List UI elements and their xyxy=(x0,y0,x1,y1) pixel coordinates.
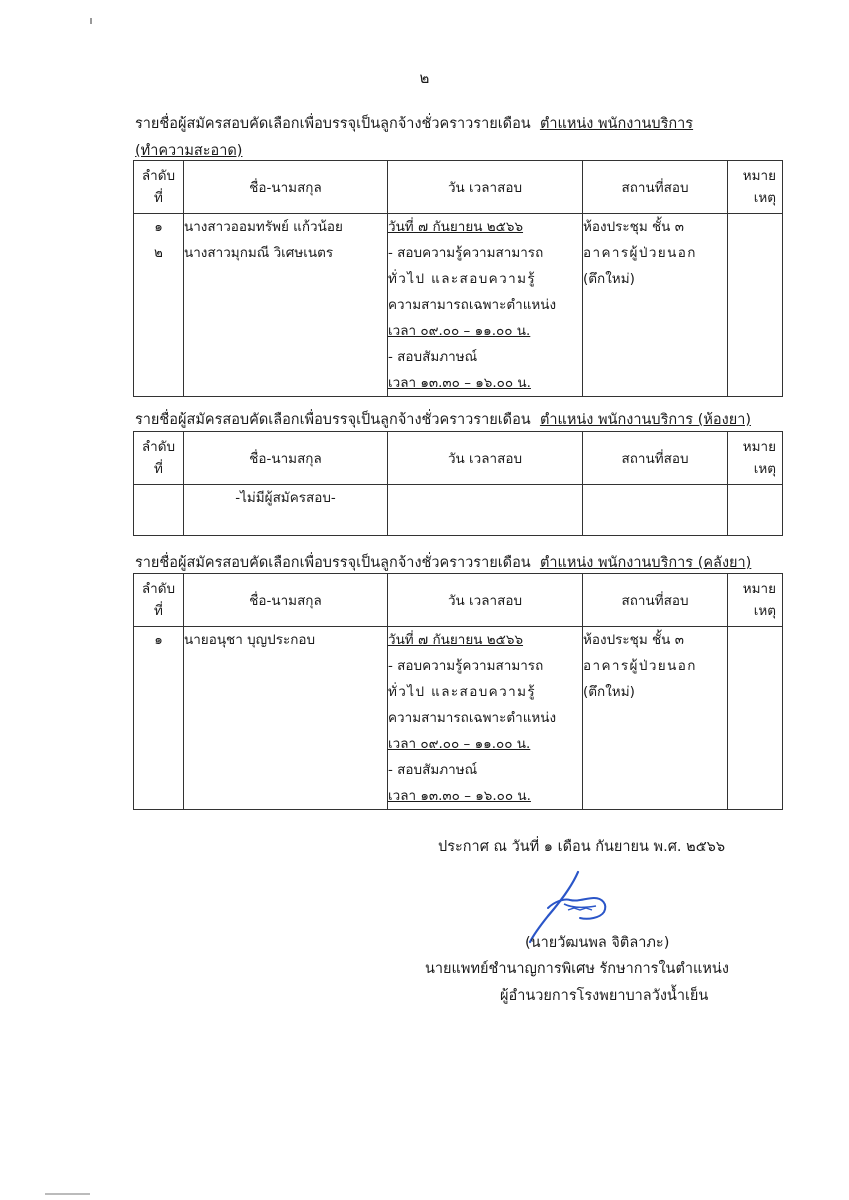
row-number: ๑ xyxy=(154,632,163,648)
venue-cell xyxy=(583,214,728,397)
exam-time: เวลา ๐๙.๐๐ – ๑๑.๐๐ น. xyxy=(388,736,531,752)
row-number: ๒ xyxy=(154,245,163,261)
row-number: ๑ xyxy=(154,219,163,235)
exam-item: - สอบสัมภาษณ์ xyxy=(388,349,478,365)
exam-date: วันที่ ๗ กันยายน ๒๕๖๖ xyxy=(388,632,524,648)
exam-item: ความสามารถเฉพาะตำแหน่ง xyxy=(388,710,557,726)
header-remark: หมาย เหตุ xyxy=(728,574,783,627)
schedule-cell xyxy=(388,627,583,810)
applicant-name: นางสาวออมทรัพย์ แก้วน้อย xyxy=(184,219,343,235)
schedule-cell xyxy=(388,214,583,397)
venue-line: ห้องประชุม ชั้น ๓ xyxy=(583,219,684,235)
scan-mark xyxy=(90,18,92,24)
table-row xyxy=(134,627,783,810)
venue-cell xyxy=(583,627,728,810)
table-row xyxy=(134,214,783,397)
section3-heading-position: ตำแหน่ง พนักงานบริการ (คลังยา) xyxy=(539,555,752,571)
applicant-name: นางสาวมุกมณี วิเศษเนตร xyxy=(184,245,334,261)
remark-cell xyxy=(728,214,783,397)
section3-table xyxy=(133,573,783,810)
header-name: ชื่อ-นามสกุล xyxy=(184,161,388,214)
remark-cell xyxy=(728,627,783,810)
announcement-date: ประกาศ ณ วันที่ ๑ เดือน กันยายน พ.ศ. ๒๕๖๖ xyxy=(438,839,726,855)
exam-item: - สอบความรู้ความสามารถ xyxy=(388,658,544,674)
row-names xyxy=(184,627,388,810)
signer-title: ผู้อำนวยการโรงพยาบาลวังน้ำเย็น xyxy=(500,988,709,1004)
header-no: ลำดับ ที่ xyxy=(134,574,184,627)
applicant-name: นายอนุชา บุญประกอบ xyxy=(184,632,316,648)
no-applicants-note: -ไม่มีผู้สมัครสอบ- xyxy=(184,485,388,536)
header-datetime: วัน เวลาสอบ xyxy=(388,161,583,214)
scan-mark xyxy=(45,1193,90,1195)
header-no: ลำดับ ที่ xyxy=(134,432,184,485)
header-remark: หมาย เหตุ xyxy=(728,161,783,214)
header-remark: หมาย เหตุ xyxy=(728,432,783,485)
exam-time: เวลา ๑๓.๓๐ – ๑๖.๐๐ น. xyxy=(388,788,531,804)
venue-line: (ตึกใหม่) xyxy=(583,271,635,287)
header-datetime: วัน เวลาสอบ xyxy=(388,432,583,485)
row-numbers xyxy=(134,214,184,397)
header-name: ชื่อ-นามสกุล xyxy=(184,432,388,485)
exam-item: - สอบสัมภาษณ์ xyxy=(388,762,478,778)
section1-table xyxy=(133,160,783,397)
signer-name: (นายวัฒนพล จิติลาภะ) xyxy=(525,935,670,951)
section2-heading-position: ตำแหน่ง พนักงานบริการ (ห้องยา) xyxy=(539,412,751,428)
venue-line: (ตึกใหม่) xyxy=(583,684,635,700)
section1-heading-position: ตำแหน่ง พนักงานบริการ xyxy=(539,116,694,132)
exam-item: - สอบความรู้ความสามารถ xyxy=(388,245,544,261)
header-location: สถานที่สอบ xyxy=(583,161,728,214)
exam-item: ทั่วไป และสอบความรู้ xyxy=(388,271,537,287)
page-number: ๒ xyxy=(419,69,430,87)
section2-heading xyxy=(135,408,751,431)
header-name: ชื่อ-นามสกุล xyxy=(184,574,388,627)
venue-line: ห้องประชุม ชั้น ๓ xyxy=(583,632,684,648)
section2-table xyxy=(133,431,783,536)
header-location: สถานที่สอบ xyxy=(583,432,728,485)
table-header-row xyxy=(134,574,783,627)
table-header-row xyxy=(134,161,783,214)
table-header-row xyxy=(134,432,783,485)
section3-heading xyxy=(135,551,751,574)
section1-heading-lead: รายชื่อผู้สมัครสอบคัดเลือกเพื่อบรรจุเป็นลูกจ้างชั่วคราวรายเดือน xyxy=(135,116,531,132)
venue-line: อาคารผู้ป่วยนอก xyxy=(583,658,697,674)
header-datetime: วัน เวลาสอบ xyxy=(388,574,583,627)
section1-heading xyxy=(135,112,693,135)
venue-line: อาคารผู้ป่วยนอก xyxy=(583,245,697,261)
exam-item: ความสามารถเฉพาะตำแหน่ง xyxy=(388,297,557,313)
row-numbers xyxy=(134,627,184,810)
exam-date: วันที่ ๗ กันยายน ๒๕๖๖ xyxy=(388,219,524,235)
exam-time: เวลา ๐๙.๐๐ – ๑๑.๐๐ น. xyxy=(388,323,531,339)
section3-heading-lead: รายชื่อผู้สมัครสอบคัดเลือกเพื่อบรรจุเป็นลูกจ้างชั่วคราวรายเดือน xyxy=(135,555,531,571)
exam-time: เวลา ๑๓.๓๐ – ๑๖.๐๐ น. xyxy=(388,375,531,391)
signer-title: นายแพทย์ชำนาญการพิเศษ รักษาการในตำแหน่ง xyxy=(425,961,729,977)
header-location: สถานที่สอบ xyxy=(583,574,728,627)
exam-item: ทั่วไป และสอบความรู้ xyxy=(388,684,537,700)
header-no: ลำดับ ที่ xyxy=(134,161,184,214)
section2-heading-lead: รายชื่อผู้สมัครสอบคัดเลือกเพื่อบรรจุเป็นลูกจ้างชั่วคราวรายเดือน xyxy=(135,412,531,428)
table-row xyxy=(134,485,783,536)
section1-heading-line2: (ทำความสะอาด) xyxy=(135,143,243,159)
row-names xyxy=(184,214,388,397)
